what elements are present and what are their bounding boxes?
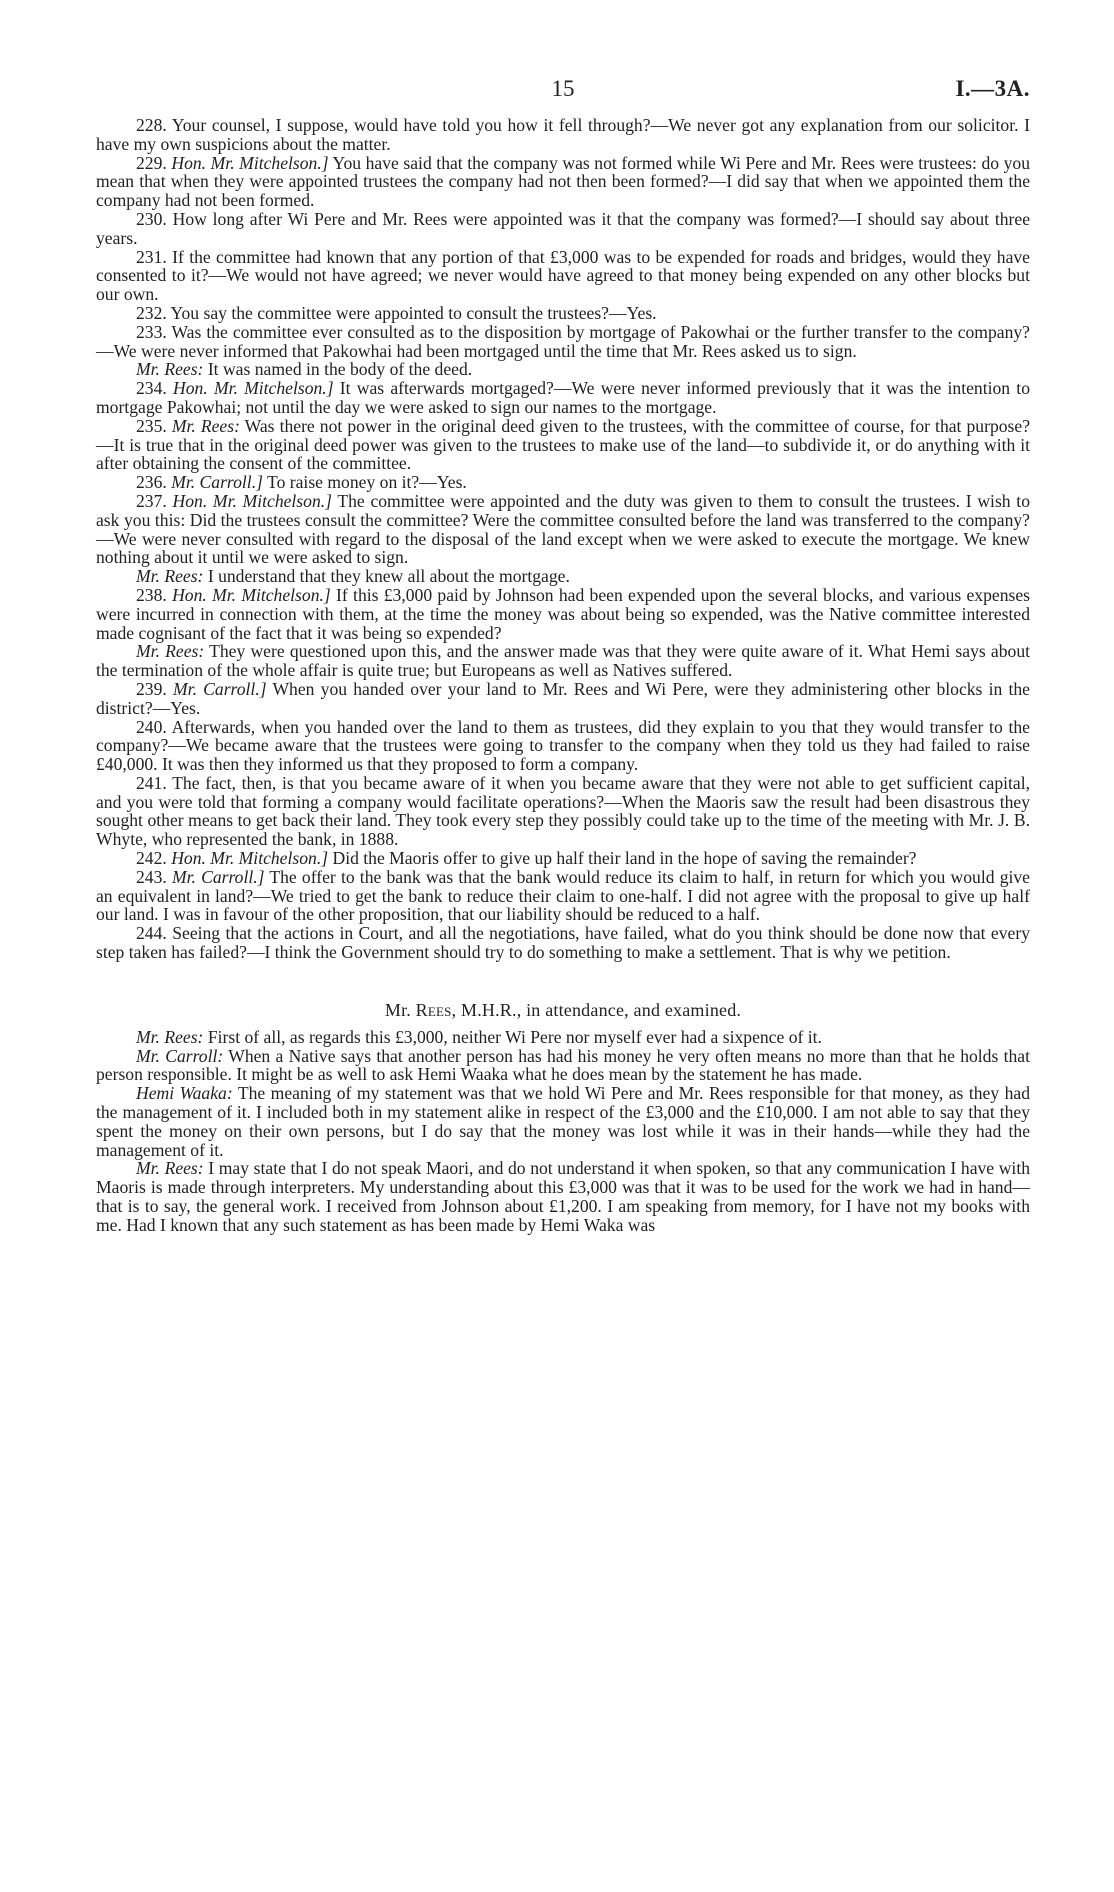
speaker-label: Mr. Rees:	[136, 1026, 204, 1047]
paragraph-text: Seeing that the actions in Court, and all the negotiations, have failed, what do you think should be done now that every step taken has failed?—I think the Government should try to do something to make a settlement. That is why we petition.	[96, 923, 1030, 963]
paragraph-text: Was the committee ever consulted as to the disposition by mortgage of Pakowhai or the further transfer to the company?—We were never informed that Pakowhai had been mortgaged until the time that Mr. Rees asked us to sign.	[96, 321, 1030, 361]
document-reference: I.—3A.	[955, 76, 1030, 101]
question-number: 238.	[136, 584, 167, 605]
heading-suffix: , M.H.R., in attendance, and examined.	[451, 999, 742, 1020]
paragraph-text: The fact, then, is that you became aware of it when you became aware that they were not able to get sufficient capital, and you were told that forming a company would facilitate operations?—When the Maoris saw the result had been disastrous they sought other means to get back their land. They took every step they possibly could take up to the time of the meeting with Mr. J. B. Whyte, who represented the bank, in 1888.	[96, 772, 1030, 850]
paragraph-text: I understand that they knew all about the mortgage.	[207, 566, 570, 587]
paragraph-text: Did the Maoris offer to give up half their land in the hope of saving the remainder?	[332, 848, 917, 869]
paragraph-text: If the committee had known that any portion of that £3,000 was to be expended for roads and bridges, would they have consented to it?—We would not have agreed; we never would have agreed to that money being expended on any other blocks but our own.	[96, 246, 1030, 305]
paragraph	[96, 849, 1030, 868]
paragraph	[96, 360, 1030, 379]
paragraph-text: The meaning of my statement was that we hold Wi Pere and Mr. Rees responsible for that money, as they had the management of it. I included both in my statement alike in respect of the £3,000 and the £10,000. I am not able to say that they spent the money on their own persons, but I do say that the money was lost while it was in their hands—while they had the management of it.	[96, 1083, 1030, 1160]
question-number: 233.	[136, 321, 167, 342]
speaker-label: Mr. Carroll:	[136, 1045, 224, 1066]
speaker-label: Hon. Mr. Mitchelson.]	[171, 152, 329, 173]
paragraph-text: Afterwards, when you handed over the land to them as trustees, did they explain to you that they would transfer to the company?—We became aware that the trustees were going to transfer to the company when they told us they had failed to raise £40,000. It was then they informed us that they proposed to form a company.	[96, 716, 1030, 775]
paragraph	[96, 304, 1030, 323]
question-number: 230.	[136, 208, 167, 229]
paragraph-text: The offer to the bank was that the bank would reduce its claim to half, in return for which you would give an equivalent in land?—We tried to get the bank to reduce their claim to one-half. I did not agree with the proposal to give up half our land. I was in favour of the other proposition, that our liability should be reduced to a half.	[96, 866, 1030, 925]
paragraph-text: If this £3,000 paid by Johnson had been expended upon the several blocks, and various expenses were incurred in connection with them, at the time the money was about being so expended, was the Native committee interested made cognisant of the fact that it was being so expended?	[96, 584, 1031, 643]
heading-name: Rees	[415, 999, 452, 1020]
speaker-label: Hemi Waaka:	[136, 1083, 233, 1104]
paragraph	[96, 379, 1030, 417]
heading-prefix: Mr.	[384, 999, 416, 1020]
question-number: 234.	[136, 378, 167, 399]
question-number: 235.	[136, 415, 167, 436]
paragraph	[96, 1159, 1030, 1234]
paragraph-text: The committee were appointed and the duty was given to them to consult the trustees. I wish to ask you this: Did the trustees consult the committee? Were the committee consulted before the land was transferred to the company?—We were never consulted with regard to the disposal of the land except when we were asked to execute the mortgage. We knew nothing about it until we were asked to sign.	[96, 490, 1030, 568]
speaker-label: Mr. Carroll.]	[171, 866, 265, 887]
paragraph-text: They were questioned upon this, and the answer made was that they were quite aware of it. What Hemi says about the termination of the whole affair is quite true; but Europeans as well as Natives suffered.	[96, 641, 1031, 681]
speaker-label: Mr. Rees:	[136, 641, 205, 662]
paragraph-text: Was there not power in the original deed given to the trustees, with the committee of course, for that purpose?—It is true that in the original deed power was given to the trustees to make use of the land—to subdivide it, or do anything with it after obtaining the consent of the committee.	[96, 415, 1030, 474]
paragraph	[96, 642, 1030, 680]
paragraph-text: First of all, as regards this £3,000, neither Wi Pere nor myself ever had a sixpence of it.	[207, 1026, 822, 1047]
paragraph-text: It was named in the body of the deed.	[207, 359, 473, 380]
question-number: 229.	[136, 152, 167, 173]
document-page	[96, 72, 1030, 1235]
question-number: 239.	[136, 678, 167, 699]
paragraph	[96, 323, 1030, 361]
paragraph	[96, 1084, 1030, 1159]
question-number: 242.	[136, 848, 167, 869]
paragraph	[96, 868, 1030, 924]
question-number: 240.	[136, 716, 167, 737]
paragraph-text: When a Native says that another person has had his money he very often means no more than that he holds that person responsible. It might be as well to ask Hemi Waaka what he does mean by the statement he has made.	[96, 1045, 1030, 1085]
evidence-block-hemi-waaka	[96, 116, 1030, 962]
paragraph-text: You say the committee were appointed to consult the trustees?—Yes.	[170, 302, 657, 323]
speaker-label: Hon. Mr. Mitchelson.]	[171, 848, 329, 869]
question-number: 236.	[136, 472, 167, 493]
paragraph	[96, 567, 1030, 586]
question-number: 237.	[136, 490, 167, 511]
page-header	[96, 72, 1030, 116]
paragraph-text: You have said that the company was not formed while Wi Pere and Mr. Rees were trustees: do you mean that when they were appointed trustees the company had not then been formed?—I did say that when we appointed them the company had not been formed.	[96, 152, 1030, 211]
question-number: 241.	[136, 772, 167, 793]
speaker-label: Mr. Rees:	[136, 359, 204, 380]
paragraph	[96, 154, 1030, 210]
question-number: 228.	[136, 115, 167, 135]
question-number: 232.	[136, 302, 167, 323]
paragraph	[96, 586, 1030, 642]
paragraph	[96, 210, 1030, 248]
paragraph-text: To raise money on it?—Yes.	[267, 472, 467, 493]
speaker-label: Hon. Mr. Mitchelson.]	[172, 584, 331, 605]
question-number: 243.	[136, 866, 167, 887]
section-heading	[96, 1000, 1030, 1020]
paragraph	[96, 718, 1030, 774]
paragraph	[96, 417, 1030, 473]
speaker-label: Hon. Mr. Mitchelson.]	[172, 490, 332, 511]
page-number: 15	[551, 76, 575, 101]
speaker-label: Mr. Rees:	[136, 566, 204, 587]
paragraph	[96, 774, 1030, 849]
speaker-label: Mr. Rees:	[171, 415, 240, 436]
paragraph	[96, 473, 1030, 492]
paragraph	[96, 1047, 1030, 1085]
paragraph-text: I may state that I do not speak Maori, and do not understand it when spoken, so that any communication I have with Maoris is made through interpreters. My understanding about this £3,000 was that it was to be used for the work we had in hand—that is to say, the general work. I received from Johnson about £1,200. I am speaking from memory, for I have not my books with me. Had I known that any such statement as has been made by Hemi Waka was	[96, 1158, 1030, 1235]
paragraph	[96, 492, 1030, 567]
paragraph-text: How long after Wi Pere and Mr. Rees were appointed was it that the company was formed?—I should say about three years.	[96, 208, 1031, 248]
question-number: 231.	[136, 246, 167, 267]
speaker-label: Mr. Carroll.]	[173, 678, 267, 699]
paragraph-text: Your counsel, I suppose, would have told you how it fell through?—We never got any explanation from our solicitor. I have my own suspicions about the matter.	[96, 115, 1030, 154]
speaker-label: Hon. Mr. Mitchelson.]	[173, 378, 334, 399]
question-number: 244.	[136, 923, 167, 944]
paragraph	[96, 680, 1030, 718]
paragraph	[96, 116, 1030, 154]
paragraph	[96, 248, 1030, 304]
paragraph-text: When you handed over your land to Mr. Rees and Wi Pere, were they administering other blocks in the district?—Yes.	[96, 678, 1030, 718]
speaker-label: Mr. Rees:	[136, 1158, 204, 1179]
paragraph-text: It was afterwards mortgaged?—We were never informed previously that it was the intention to mortgage Pakowhai; not until the day we were asked to sign our names to the mortgage.	[96, 378, 1030, 417]
paragraph	[96, 924, 1030, 962]
speaker-label: Mr. Carroll.]	[171, 472, 263, 493]
evidence-block-rees	[96, 1028, 1030, 1235]
paragraph	[96, 1028, 1030, 1047]
